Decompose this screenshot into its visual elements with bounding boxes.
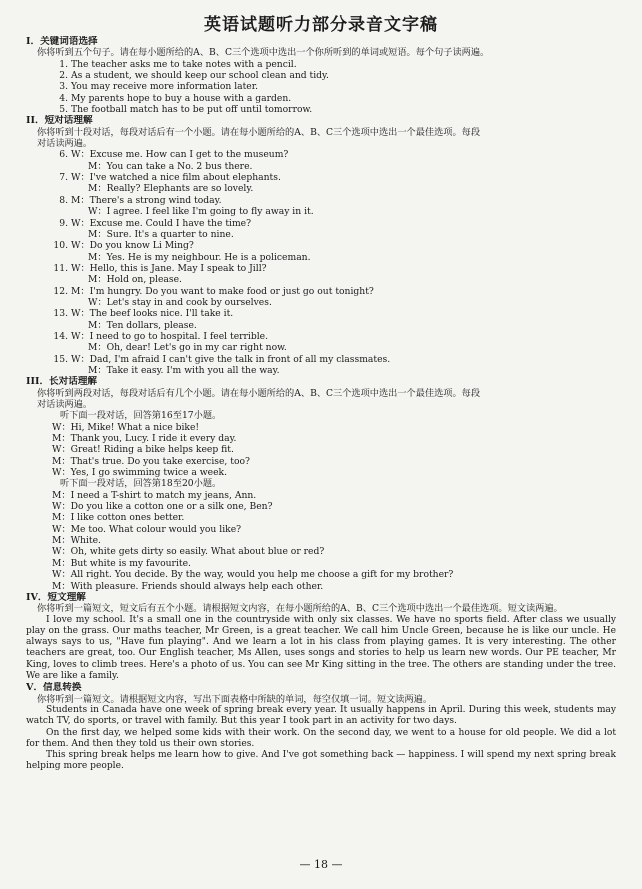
long-dialog-line: M：With pleasure. Friends should always help each other. — [52, 580, 324, 592]
dialog-number: 9. — [59, 217, 68, 229]
item-number: 3. — [59, 81, 68, 93]
dialog-speaker-line: M：There's a strong wind today. — [71, 194, 222, 206]
dialog-response: W：Let's stay in and cook by ourselves. — [88, 296, 272, 308]
dialog-number: 15. — [53, 353, 68, 365]
dialog-number: 10. — [53, 240, 68, 252]
section-4-heading: IV．短文理解 — [26, 591, 86, 603]
item-number: 5. — [59, 104, 68, 116]
long-dialog-line: W：Do you like a cotton one or a silk one, Ben? — [52, 501, 273, 513]
section-1-instruction: 你将听到五个句子。请在每小题所给的A、B、C三个选项中选出一个你所听到的单词或短语。每个句子读两遍。 — [37, 47, 490, 59]
section-4-instruction: 你将听到一篇短文，短文后有五个小题。请根据短文内容，在每小题所给的A、B、C三个选项中选出一个最佳选项。短文读两遍。 — [37, 603, 563, 615]
item-number: 4. — [59, 92, 68, 104]
dialog-header: 听下面一段对话，回答第16至17小题。 — [60, 410, 222, 422]
item-text: My parents hope to buy a house with a garden. — [71, 92, 292, 104]
dialog-speaker-line: W：Hello, this is Jane. May I speak to Jill? — [71, 262, 267, 274]
dialog-number: 8. — [59, 194, 68, 206]
dialog-speaker-line: W：The beef looks nice. I'll take it. — [71, 308, 234, 320]
dialog-number: 6. — [59, 149, 68, 161]
dialog-response: M：Sure. It's a quarter to nine. — [88, 228, 234, 240]
long-dialog-line: M：But white is my favourite. — [52, 557, 191, 569]
long-dialog-line: W：Me too. What colour would you like? — [52, 523, 242, 535]
page-content — [26, 36, 616, 773]
item-text: The football match has to be put off until tomorrow. — [71, 104, 313, 116]
section-2-heading: II．短对话理解 — [26, 115, 93, 127]
long-dialog-line: W：Oh, white gets dirty so easily. What about blue or red? — [52, 546, 325, 558]
dialog-line — [26, 218, 616, 229]
dialog-response: M：Yes. He is my neighbour. He is a policeman. — [88, 251, 311, 263]
item-number: 2. — [59, 70, 68, 82]
section-3-heading: III．长对话理解 — [26, 376, 98, 388]
sentence-item — [26, 59, 616, 70]
section-2-instruction-cont: 对话读两遍。 — [37, 138, 93, 150]
passage-paragraph: I love my school. It's a small one in the countryside with only six classes. We have no sports field. After class we usually play on the grass. Our maths teacher, Mr Green, is a great teacher. We call him Uncle Green, because he is like our uncle. He always says to us, "Have fun playing". And we learn a lot in his class from playing games. It is very interesting. The other teachers are great, too. Our English teacher, Ms Allen, uses songs and stories to help us learn new words. Our PE teacher, Mr King, loves to climb trees. Here's a photo of us. You can see Mr King sitting in the tree. The others are standing under the tree. We are like a family. — [26, 614, 616, 682]
long-dialog-line: M：White. — [52, 535, 101, 547]
dialog-line — [26, 354, 616, 365]
dialog-line — [26, 149, 616, 160]
dialog-response: M：You can take a No. 2 bus there. — [88, 160, 253, 172]
dialog-speaker-line: W：Dad, I'm afraid I can't give the talk in front of all my classmates. — [71, 353, 391, 365]
long-dialog-line: W：Yes, I go swimming twice a week. — [52, 467, 227, 479]
section-3-instruction-cont: 对话读两遍。 — [37, 399, 93, 410]
dialog-line — [26, 240, 616, 251]
dialog-number: 13. — [53, 308, 68, 320]
dialog-speaker-line: W：I've watched a nice film about elephants. — [71, 172, 281, 184]
dialog-speaker-line: W：Excuse me. Could I have the time? — [71, 217, 252, 229]
dialog-line — [26, 263, 616, 274]
long-dialog-line: W：Great! Riding a bike helps keep fit. — [52, 444, 234, 456]
dialog-number: 12. — [53, 285, 68, 297]
dialog-number: 14. — [53, 330, 68, 342]
dialog-speaker-line: W：Excuse me. How can I get to the museum? — [71, 149, 289, 161]
sentence-item — [26, 70, 616, 81]
dialog-line — [26, 286, 616, 297]
dialog-response: M：Ten dollars, please. — [88, 319, 197, 331]
item-number: 1. — [59, 58, 68, 70]
long-dialog-line: M：That's true. Do you take exercise, too? — [52, 455, 250, 467]
dialog-speaker-line: M：I'm hungry. Do you want to make food or just go out tonight? — [71, 285, 374, 297]
section-1-heading: I．关键词语选择 — [26, 36, 98, 47]
dialog-line — [26, 331, 616, 342]
section-3-instruction: 你将听到两段对话，每段对话后有几个小题。请在每小题所给的A、B、C三个选项中选出一个最佳选项。每段 — [37, 387, 481, 399]
page-number: — 18 — — [299, 858, 343, 871]
sentence-item — [26, 104, 616, 115]
passage-paragraph: On the first day, we helped some kids with their work. On the second day, we went to a house for old people. We did a lot for them. And then they told us their own stories. — [26, 727, 616, 749]
dialog-speaker-line: W：I need to go to hospital. I feel terrible. — [71, 330, 269, 342]
dialog-response: M：Take it easy. I'm with you all the way. — [88, 364, 280, 376]
dialog-line — [26, 195, 616, 206]
item-text: You may receive more information later. — [71, 81, 259, 93]
section-5-instruction: 你将听到一篇短文。请根据短文内容，写出下面表格中所缺的单词，每空仅填一词。短文读两遍。 — [37, 693, 433, 705]
dialog-number: 11. — [53, 262, 68, 274]
dialog-response: M：Really? Elephants are so lovely. — [88, 183, 254, 195]
dialog-response: M：Hold on, please. — [88, 274, 182, 286]
long-dialog-line: W：All right. You decide. By the way, would you help me choose a gift for my brother? — [52, 569, 454, 581]
dialog-header: 听下面一段对话，回答第18至20小题。 — [60, 478, 222, 490]
dialog-line — [26, 172, 616, 183]
dialog-response: M：Oh, dear! Let's go in my car right now. — [88, 342, 287, 354]
dialog-line — [26, 308, 616, 319]
passage-paragraph: This spring break helps me learn how to give. And I've got something back — happiness. I will spend my next spring break helping more people. — [26, 750, 616, 772]
dialog-number: 7. — [59, 172, 68, 184]
dialog-response: W：I agree. I feel like I'm going to fly away in it. — [88, 206, 314, 218]
item-text: The teacher asks me to take notes with a pencil. — [71, 58, 297, 70]
long-dialog-line: M：I need a T-shirt to match my jeans, Ann. — [52, 489, 257, 501]
sentence-item — [26, 81, 616, 92]
dialog-speaker-line: W：Do you know Li Ming? — [71, 240, 194, 252]
item-text: As a student, we should keep our school clean and tidy. — [71, 70, 329, 82]
page-title: 英语试题听力部分录音文字稿 — [204, 15, 438, 35]
passage-paragraph: Students in Canada have one week of spring break every year. It usually happens in April. During this week, students may watch TV, do sports, or travel with family. But this year I took part in an activity for two days. — [26, 705, 616, 727]
sentence-item — [26, 93, 616, 104]
section-2-instruction: 你将听到十段对话，每段对话后有一个小题。请在每小题所给的A、B、C三个选项中选出一个最佳选项。每段 — [37, 126, 481, 138]
section-5-heading: V．信息转换 — [26, 682, 82, 694]
long-dialog-line: M：I like cotton ones better. — [52, 512, 185, 524]
long-dialog-line: W：Hi, Mike! What a nice bike! — [52, 421, 200, 433]
long-dialog-line: M：Thank you, Lucy. I ride it every day. — [52, 433, 237, 445]
